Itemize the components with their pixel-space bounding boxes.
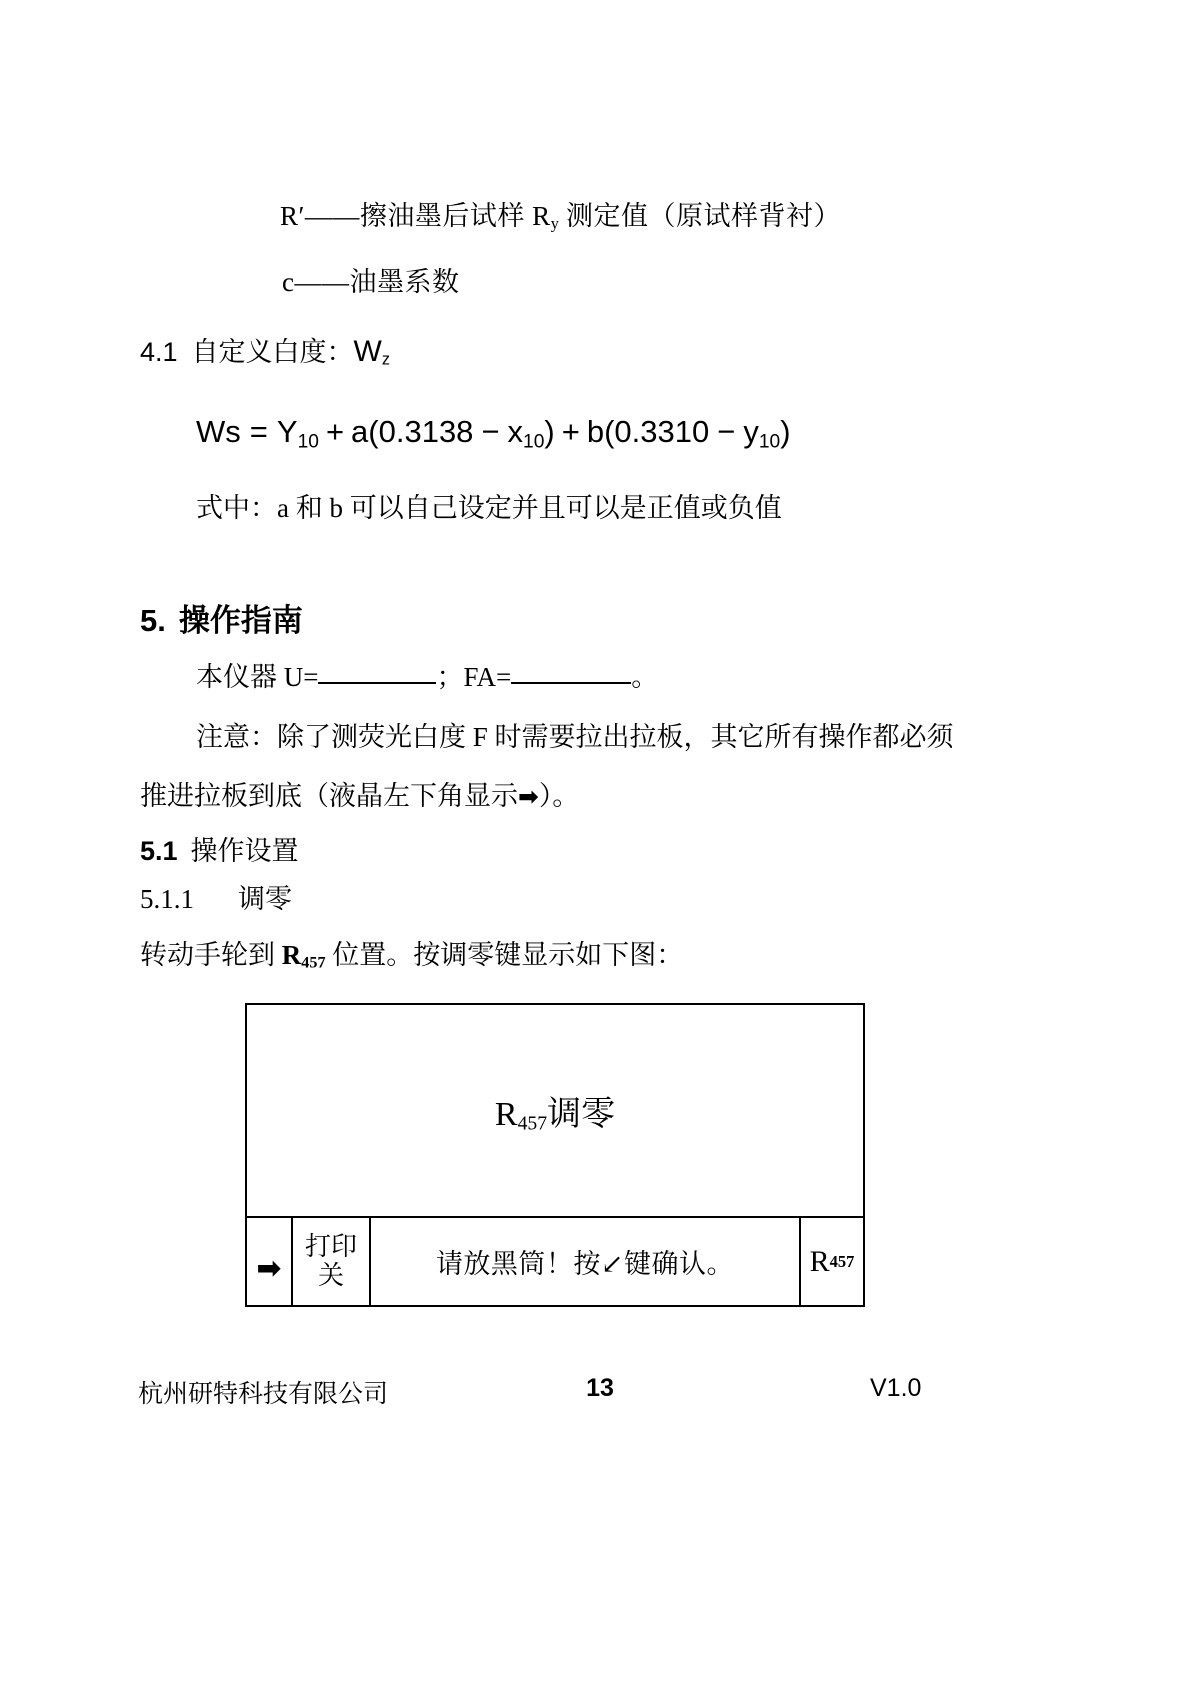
formula-x-subscript: 10 [523, 431, 545, 453]
print-state: 关 [317, 1260, 344, 1290]
formula-x: x [507, 414, 524, 449]
formula-close-2: ) [780, 414, 791, 449]
zero-adjust-instruction [140, 942, 683, 971]
arrow-glyph: ➡ [256, 1251, 282, 1286]
formula-y-subscript: 10 [297, 431, 319, 453]
lcd-title-subscript: 457 [517, 1112, 548, 1135]
lcd-title-base: R [494, 1095, 518, 1133]
section-title: 调零 [238, 884, 292, 914]
section-heading-5-1 [140, 838, 299, 865]
definition-dash: —— [304, 201, 360, 231]
section-number: 5. [140, 603, 166, 638]
right-arrow-icon: ➡ [518, 782, 539, 811]
formula-plus-1: + [325, 414, 345, 449]
instrument-parameters-line [196, 664, 658, 691]
section-number: 5.1 [140, 836, 178, 866]
fa-value-blank[interactable] [511, 682, 631, 684]
notice-text-after-arrow: ）。 [538, 781, 580, 811]
formula-note: 式中：a 和 b 可以自己设定并且可以是正值或负值 [196, 493, 782, 523]
formula-plus-2: + [561, 414, 580, 449]
formula-close-1: ) [544, 414, 555, 449]
definition-dash: —— [294, 267, 350, 297]
definition-symbol: c [282, 267, 295, 297]
u-value-blank[interactable] [318, 682, 436, 684]
section-heading-5 [140, 605, 303, 636]
definition-text-after: 测定值（原试样背衬） [558, 201, 842, 231]
definition-symbol: R′ [280, 201, 305, 231]
lcd-main-area [247, 1005, 863, 1216]
notice-text-before-arrow: 推进拉板到底（液晶左下角显示 [140, 781, 518, 811]
notice-paragraph-line-1: 注意：除了测荧光白度 F 时需要拉出拉板，其它所有操作都必须 [196, 722, 954, 752]
page-footer [0, 1374, 1200, 1414]
formula-y2: y [743, 414, 759, 449]
definition-text-before: 擦油墨后试样 R [359, 201, 551, 231]
instruction-text-after: 位置。按调零键显示如下图： [325, 940, 684, 970]
formula-term-b: b(0.3310 [586, 414, 710, 449]
definition-line-r-prime [280, 203, 841, 232]
section-title: 自定义白度： [191, 337, 354, 367]
formula-y2-subscript: 10 [758, 431, 781, 453]
instrument-prefix: 本仪器 U= [196, 662, 319, 692]
instrument-separator: ；FA= [436, 662, 512, 692]
instrument-suffix: 。 [631, 662, 659, 692]
formula-lhs: Ws [196, 414, 241, 449]
lcd-main-title [495, 1086, 615, 1135]
formula-minus-1: − [481, 414, 500, 449]
instruction-text-before: 转动手轮到 [140, 940, 282, 970]
formula-y: Y [276, 414, 298, 449]
lcd-message-text: 请放黑筒！按↙键确认。 [371, 1218, 801, 1305]
formula-custom-whiteness [196, 416, 791, 452]
notice-paragraph-line-2 [140, 783, 579, 810]
lcd-display-figure [245, 1003, 865, 1307]
lcd-title-label: 调零 [547, 1095, 616, 1133]
lcd-status-bar [247, 1216, 863, 1305]
lcd-slide-plate-arrow-icon [247, 1218, 293, 1305]
formula-minus-2: − [717, 414, 736, 449]
definition-subscript: y [550, 214, 559, 233]
symbol-w: W [353, 335, 382, 368]
lcd-print-status [293, 1218, 371, 1305]
footer-company-name: 杭州研特科技有限公司 [138, 1380, 389, 1408]
lcd-mode-indicator [801, 1218, 863, 1305]
section-number: 4.1 [140, 337, 178, 367]
section-number: 5.1.1 [140, 884, 194, 914]
mode-base: R [809, 1244, 830, 1278]
formula-equals: = [249, 414, 268, 449]
mode-subscript: 457 [829, 1251, 855, 1271]
formula-term-a: a(0.3138 [351, 414, 474, 449]
footer-version: V1.0 [870, 1374, 922, 1402]
print-label: 打印 [304, 1232, 357, 1262]
section-heading-4-1 [140, 337, 390, 368]
section-title: 操作指南 [178, 603, 303, 638]
symbol-r: R [281, 940, 302, 970]
section-heading-5-1-1 [140, 886, 292, 913]
symbol-w-subscript: z [381, 350, 390, 369]
section-title: 操作设置 [190, 836, 299, 866]
definition-line-c [282, 269, 459, 296]
footer-page-number: 13 [586, 1374, 614, 1402]
symbol-r-subscript: 457 [301, 953, 326, 972]
definition-text-before: 油墨系数 [349, 267, 460, 297]
